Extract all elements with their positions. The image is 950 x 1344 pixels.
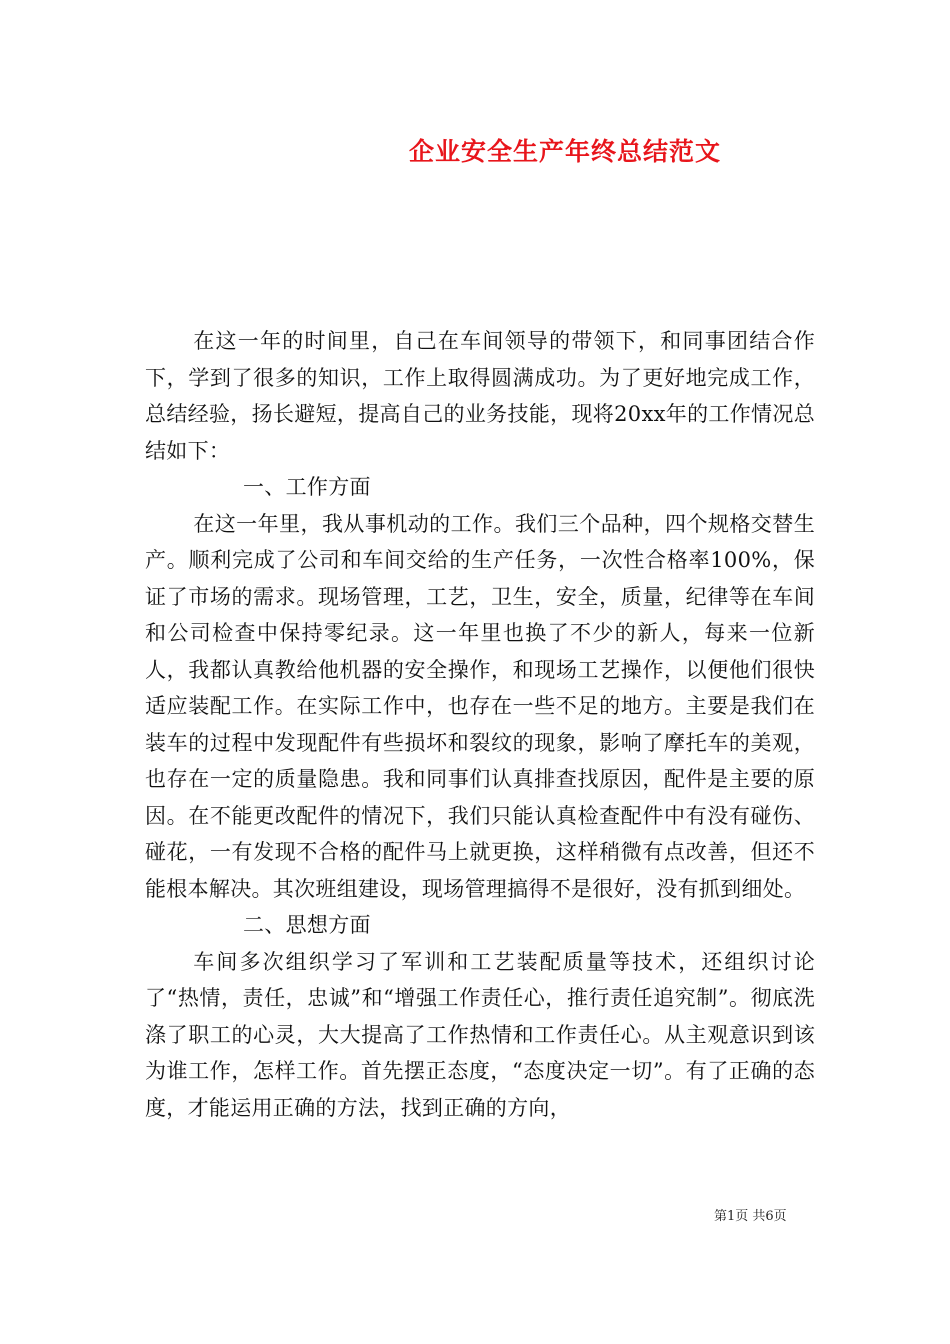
document-title: 企业安全生产年终总结范文: [408, 137, 721, 166]
page-number-footer: 第1页 共6页: [714, 1209, 787, 1224]
work-paragraph: 在这一年里，我从事机动的工作。我们三个品种，四个规格交替生产。顺利完成了公司和车间交给的生产任务，一次性合格率100%，保证了市场的需求。现场管理，工艺，卫生，安全，质量，纪律等在车间和公司检查中保持零纪录。这一年里也换了不少的新人，每来一位新人，我都认真教给他机器的安全操作，和现场工艺操作，以便他们很快适应装配工作。在实际工作中，也存在一些不足的地方。主要是我们在装车的过程中发现配件有些损坏和裂纹的现象，影响了摩托车的美观，也存在一定的质量隐患。我和同事们认真排查找原因，配件是主要的原因。在不能更改配件的情况下，我们只能认真检查配件中有没有碰伤、碰花，一有发现不合格的配件马上就更换，这样稍微有点改善，但还不能根本解决。其次班组建设，现场管理搞得不是很好，没有抓到细处。: [145, 511, 815, 901]
section-heading-work: 一、工作方面: [243, 475, 371, 499]
section-heading-thought: 二、思想方面: [243, 913, 371, 937]
intro-paragraph: 在这一年的时间里，自己在车间领导的带领下，和同事团结合作下，学到了很多的知识，工作上取得圆满成功。为了更好地完成工作，总结经验，扬长避短，提高自己的业务技能，现将20xx年的工作情况总结如下：: [145, 329, 815, 463]
thought-paragraph: 车间多次组织学习了军训和工艺装配质量等技术，还组织讨论了“热情，责任，忠诚”和“增强工作责任心，推行责任追究制”。彻底洗涤了职工的心灵，大大提高了工作热情和工作责任心。从主观意识到该为谁工作，怎样工作。首先摆正态度，“态度决定一切”。有了正确的态度，才能运用正确的方法，找到正确的方向，: [145, 949, 815, 1120]
document-body: [145, 323, 815, 1126]
